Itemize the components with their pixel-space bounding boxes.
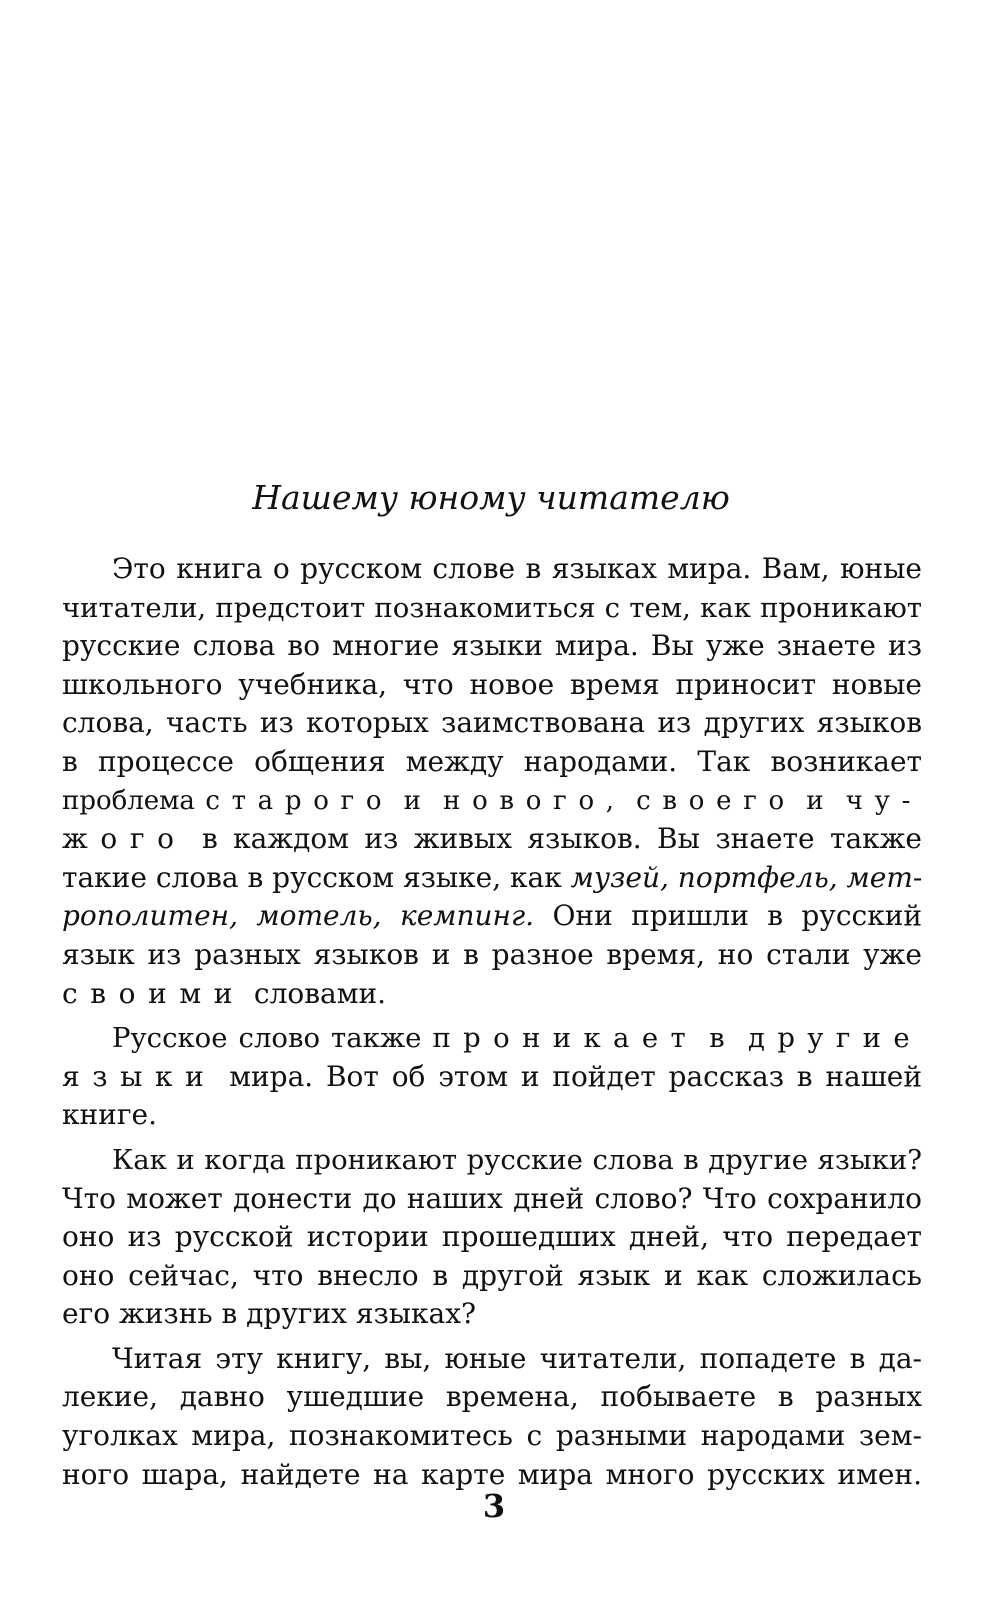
text-line: читатели, предстоит познакомиться с тем, как проникают — [62, 591, 922, 624]
italic-word: портфель, — [677, 860, 838, 894]
text-line: Русское слово также проникает в другие — [112, 1022, 922, 1055]
text-line: Это книга о русском слове в языках мира. Вам, юные — [112, 552, 922, 585]
italic-word: кемпинг. — [399, 899, 535, 933]
italic-word: рополитен, — [62, 899, 238, 933]
text-line: русские слова во многие языки мира. Вы уже знаете из — [62, 629, 922, 663]
body-text — [62, 550, 922, 1494]
text-line: его жизнь в других языках? — [62, 1297, 477, 1331]
text-line: уголках мира, познакомитесь с разными народами зем- — [62, 1419, 922, 1453]
spaced-word: языки — [62, 1059, 217, 1093]
spaced-word: старого — [205, 785, 394, 816]
italic-word: мотель, — [256, 899, 382, 933]
text-line: жого в каждом из живых языков. Вы знаете также — [62, 822, 922, 856]
text-line: слова, часть из которых заимствована из других языков — [62, 706, 922, 740]
text-line: такие слова в русском языке, как музей, портфель, мет- — [62, 860, 923, 894]
spaced-word: чу- — [845, 785, 923, 816]
spaced-word: и — [806, 785, 836, 816]
text-line: оно из русской истории прошедших дней, что передает — [62, 1220, 922, 1254]
spaced-word: нового, — [443, 785, 626, 816]
text-line: оно сейчас, что внесло в другой язык и как сложилась — [62, 1258, 922, 1292]
text-line: школьного учебника, что новое время приносит новые — [62, 667, 922, 701]
spaced-word: своего — [636, 785, 796, 816]
italic-word: мет- — [846, 860, 923, 894]
text-line: проблема старого и нового, своего и чу- — [62, 785, 923, 816]
italic-word: музей, — [570, 860, 669, 894]
text-line: ного шара, найдете на карте мира много русских имен. — [62, 1457, 922, 1491]
text-line: рополитен, мотель, кемпинг. Они пришли в русский — [62, 899, 923, 933]
text-line: язык из разных языков и в разное время, но стали уже — [62, 937, 922, 971]
text-line: в процессе общения между народами. Так возникает — [62, 744, 922, 778]
spaced-word: своими — [62, 976, 246, 1010]
text-line: Как и когда проникают русские слова в другие языки? — [112, 1143, 922, 1176]
text-line: языки мира. Вот об этом и пойдет рассказ в нашей — [62, 1059, 922, 1093]
spaced-word: проникает — [432, 1022, 699, 1055]
text-line: своими словами. — [62, 976, 387, 1010]
text-line: лекие, давно ушедшие времена, побываете в разных — [62, 1380, 922, 1414]
chapter-title: Нашему юному читателю — [252, 478, 730, 517]
text-line: Что может донести до наших дней слово? Что сохранило — [62, 1181, 922, 1215]
text-line: Читая эту книгу, вы, юные читатели, попадете в да- — [112, 1341, 922, 1375]
page-number: 3 — [482, 1487, 506, 1525]
spaced-word: в — [709, 1022, 737, 1055]
spaced-word: и — [403, 785, 433, 816]
spaced-word: жого — [62, 822, 187, 856]
spaced-word: другие — [748, 1022, 922, 1055]
text-line: книге. — [62, 1098, 157, 1132]
